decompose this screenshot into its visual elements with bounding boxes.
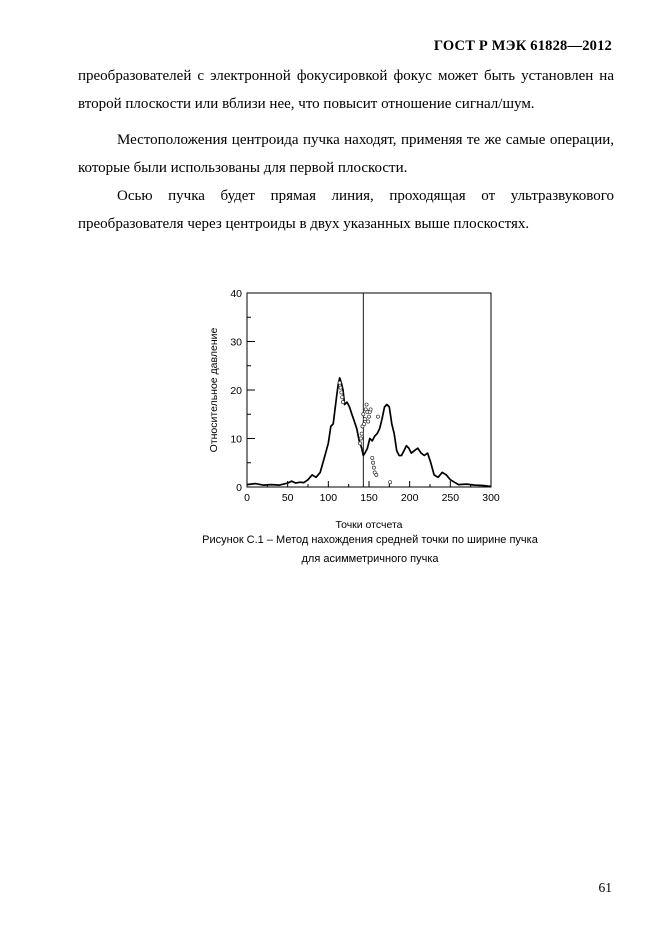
x-tick-label: 200 bbox=[400, 492, 419, 504]
data-point-circle bbox=[371, 461, 374, 464]
x-tick-label: 50 bbox=[281, 492, 294, 504]
data-point-circle bbox=[340, 391, 343, 394]
plot-frame bbox=[247, 293, 491, 487]
caption-line-2: для асимметричного пучка bbox=[301, 553, 439, 565]
y-tick-label: 10 bbox=[230, 433, 242, 446]
data-point-circle bbox=[367, 415, 370, 418]
x-tick-label: 0 bbox=[244, 492, 250, 504]
beam-profile-chart bbox=[200, 280, 510, 530]
caption-line-1: Рисунок С.1 – Метод нахождения средней точки по ширине пучка bbox=[202, 534, 538, 546]
x-tick-label: 300 bbox=[482, 492, 500, 504]
data-point-circle bbox=[365, 403, 368, 406]
data-point-circle bbox=[367, 420, 370, 423]
data-point-circle bbox=[375, 473, 378, 476]
figure-caption bbox=[150, 531, 590, 569]
x-tick-label: 250 bbox=[441, 492, 460, 504]
figure-c1 bbox=[200, 280, 510, 530]
data-point-circle bbox=[358, 442, 361, 445]
document-header: ГОСТ Р МЭК 61828—2012 bbox=[433, 38, 612, 54]
data-point-circle bbox=[363, 422, 366, 425]
data-point-circle bbox=[341, 396, 344, 399]
y-tick-label: 20 bbox=[230, 385, 242, 397]
data-point-circle bbox=[341, 401, 344, 404]
y-tick-label: 40 bbox=[230, 288, 242, 300]
data-point-circle bbox=[372, 466, 375, 469]
x-tick-label: 150 bbox=[360, 492, 378, 504]
data-point-circle bbox=[362, 413, 365, 416]
data-point-circle bbox=[369, 408, 372, 411]
data-point-circle bbox=[359, 437, 362, 440]
data-point-circle bbox=[376, 415, 379, 418]
data-point-circle bbox=[371, 456, 374, 459]
series-solid-line bbox=[247, 378, 491, 487]
data-point-circle bbox=[389, 481, 392, 484]
body-paragraph: Осью пучка будет прямая линия, проходящая от ультразвукового преобразователя через центроиды в двух указанных выше плоскостях. bbox=[78, 188, 614, 232]
body-paragraph: преобразователей с электронной фокусировкой фокус может быть установлен на второй плоскости или вблизи нее, что повысит отношение сигнал/шум. bbox=[78, 68, 614, 112]
data-point-circle bbox=[338, 381, 341, 384]
data-point-circle bbox=[363, 418, 366, 421]
x-tick-label: 100 bbox=[319, 492, 338, 504]
y-tick-label: 30 bbox=[230, 336, 242, 349]
body-paragraph: Местоположения центроида пучка находят, применяя те же самые операции, которые были использованы для первой плоскости. bbox=[78, 132, 614, 176]
x-axis-label: Точки отсчета bbox=[335, 519, 403, 531]
data-point-circle bbox=[360, 432, 363, 435]
data-point-circle bbox=[339, 386, 342, 389]
y-tick-label: 0 bbox=[236, 482, 242, 494]
y-axis-label: Относительное давление bbox=[208, 327, 220, 453]
page-number: 61 bbox=[598, 880, 612, 895]
